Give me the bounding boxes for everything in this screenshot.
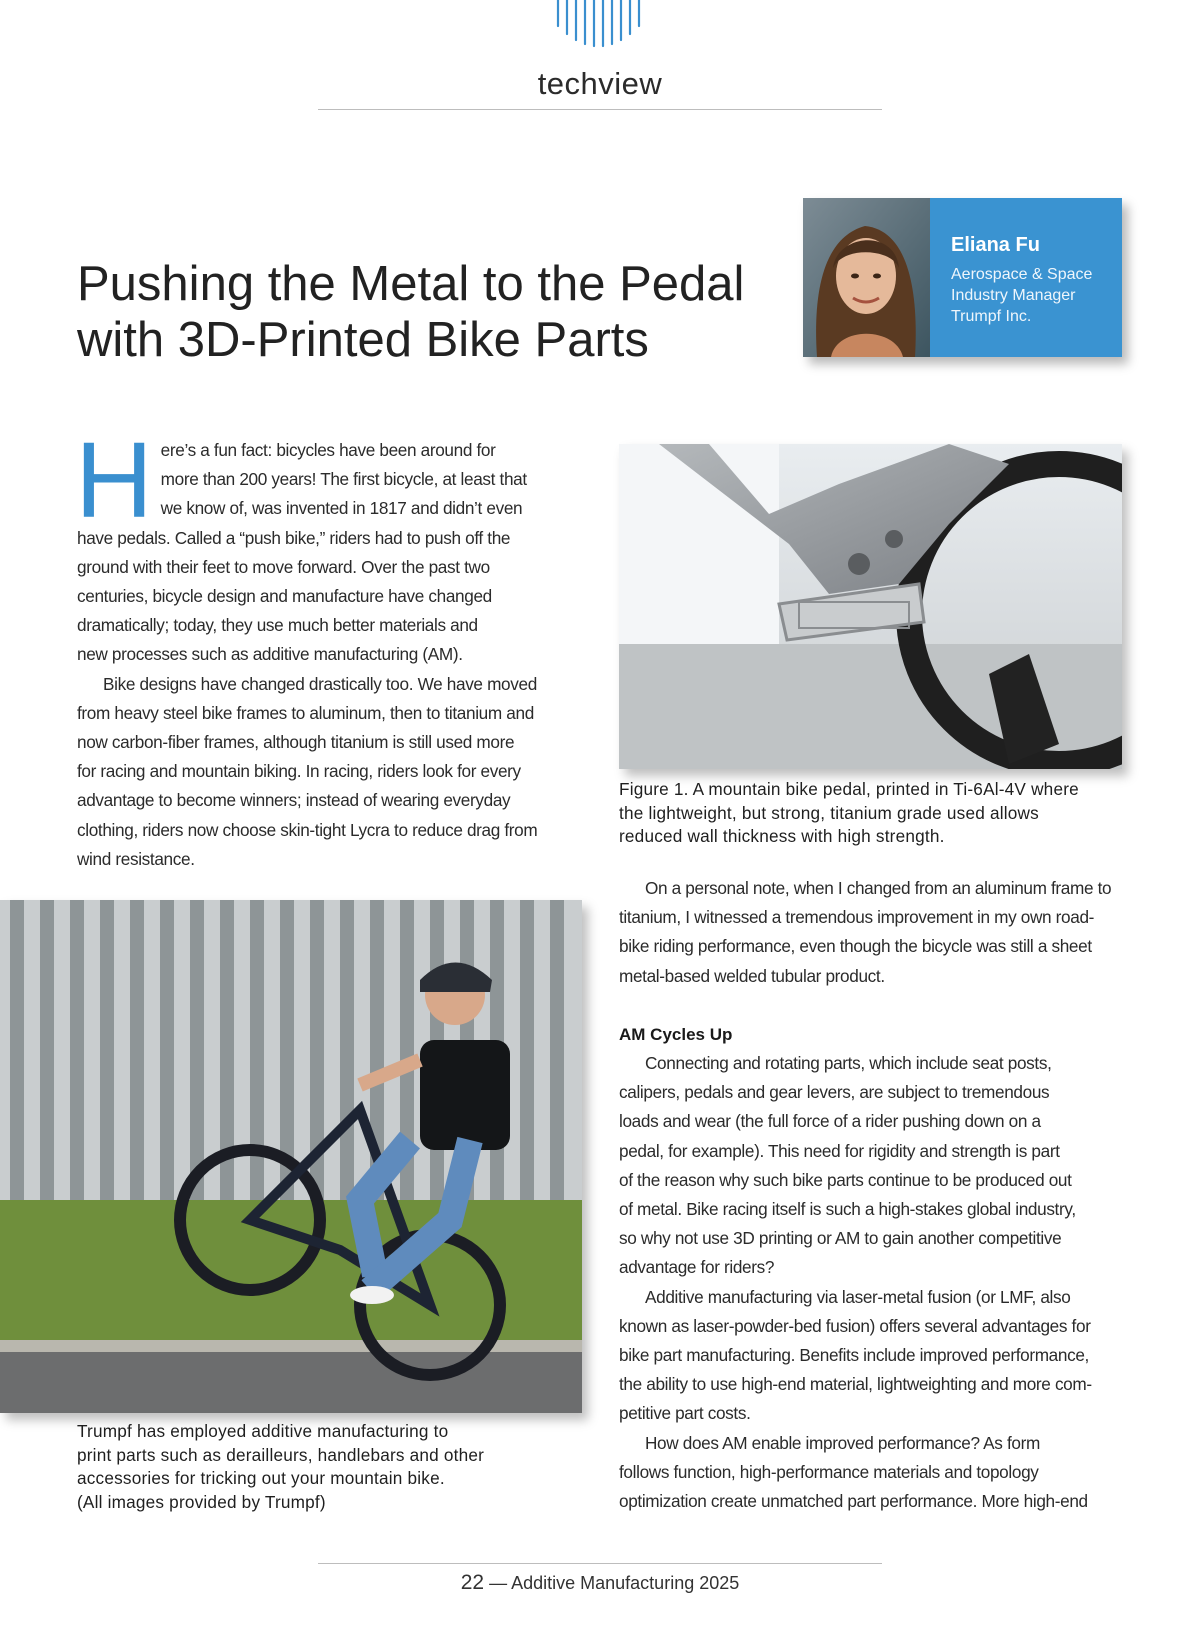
caption-line: Trumpf has employed additive manufacturing to <box>77 1421 449 1441</box>
author-role <box>951 264 1119 327</box>
text-line: bike riding performance, even though the bicycle was still a sheet <box>619 936 1092 957</box>
text-line: new processes such as additive manufacturing (AM). <box>77 644 463 665</box>
author-role-line: Aerospace & Space <box>951 266 1093 283</box>
section-label: techview <box>537 66 663 101</box>
text-line: dramatically; today, they use much better materials and <box>77 615 478 636</box>
paragraph-bike-designs <box>77 670 577 874</box>
text-line: bike part manufacturing. Benefits include improved performance, <box>619 1345 1089 1366</box>
text-line: advantage for riders? <box>619 1257 775 1278</box>
text-line: titanium, I witnessed a tremendous improvement in my own road- <box>619 907 1095 928</box>
text-line: known as laser-powder-bed fusion) offers several advantages for <box>619 1315 1091 1336</box>
caption-line: the lightweight, but strong, titanium grade used allows <box>619 802 1039 823</box>
paragraph-performance <box>619 1429 1124 1517</box>
text-line: from heavy steel bike frames to aluminum, then to titanium and <box>77 702 534 723</box>
magazine-logo-lines <box>554 0 644 48</box>
text-line: the ability to use high-end material, lightweighting and more com- <box>619 1374 1092 1395</box>
text-line: more than 200 years! The first bicycle, at least that <box>160 469 527 490</box>
header-divider <box>318 109 882 110</box>
page-footer <box>0 1571 1200 1595</box>
paragraph-personal-note <box>619 874 1124 991</box>
paragraph-connecting-parts <box>619 1049 1124 1283</box>
text-line: have pedals. Called a “push bike,” riders had to push off the <box>77 527 511 548</box>
caption-line: (All images provided by Trumpf) <box>77 1491 326 1512</box>
publication-name: Additive Manufacturing 2025 <box>511 1573 740 1593</box>
text-line: metal-based welded tubular product. <box>619 965 885 986</box>
author-photo <box>803 198 930 357</box>
text-line: clothing, riders now choose skin-tight Lycra to reduce drag from <box>77 819 538 840</box>
text-line: we know of, was invented in 1817 and didn’t even <box>160 498 523 519</box>
text-line: pedal, for example). This need for rigidity and strength is part <box>619 1140 1060 1161</box>
figure-caption-rider <box>77 1420 577 1514</box>
text-line: petitive part costs. <box>619 1403 751 1424</box>
page-number: 22 <box>460 1571 485 1594</box>
text-line: follows function, high-performance materials and topology <box>619 1461 1039 1482</box>
text-line: Bike designs have changed drastically too. We have moved <box>103 673 537 694</box>
paragraph-gap <box>619 991 1124 1020</box>
drop-cap: H <box>75 419 153 540</box>
text-line: of metal. Bike racing itself is such a high-stakes global industry, <box>619 1199 1076 1220</box>
right-column <box>619 874 1124 1516</box>
footer-divider <box>318 1563 882 1564</box>
article-title <box>77 256 777 368</box>
text-line: advantage to become winners; instead of wearing everyday <box>77 790 511 811</box>
section-subhead: AM Cycles Up <box>619 1024 733 1044</box>
figure-pedal-photo <box>619 444 1122 769</box>
author-name: Eliana Fu <box>951 234 1040 256</box>
text-line: loads and wear (the full force of a rider pushing down on a <box>619 1111 1041 1132</box>
caption-line: print parts such as derailleurs, handlebars and other <box>77 1444 485 1465</box>
text-line: optimization create unmatched part performance. More high-end <box>619 1491 1088 1512</box>
caption-line: reduced wall thickness with high strength. <box>619 826 945 846</box>
text-line: On a personal note, when I changed from an aluminum frame to <box>645 878 1112 898</box>
caption-line: Figure 1. A mountain bike pedal, printed in Ti-6Al-4V where <box>619 779 1079 799</box>
text-line: calipers, pedals and gear levers, are subject to tremendous <box>619 1082 1050 1103</box>
text-line: Additive manufacturing via laser-metal fusion (or LMF, also <box>645 1286 1071 1307</box>
author-company: Trumpf Inc. <box>951 308 1032 325</box>
author-role-line: Industry Manager <box>951 287 1076 304</box>
figure-rider-photo <box>0 900 582 1413</box>
text-line: centuries, bicycle design and manufacture have changed <box>77 586 492 607</box>
text-line: wind resistance. <box>77 848 195 869</box>
text-line: ground with their feet to move forward. Over the past two <box>77 556 490 577</box>
title-line: Pushing the Metal to the Pedal <box>77 257 745 311</box>
text-line: for racing and mountain biking. In racing, riders look for every <box>77 761 521 782</box>
left-column <box>75 419 577 874</box>
title-line: with 3D-Printed Bike Parts <box>77 313 649 367</box>
figure-caption-pedal <box>619 778 1124 849</box>
text-line: so why not use 3D printing or AM to gain another competitive <box>619 1228 1062 1249</box>
author-card <box>803 198 1122 357</box>
paragraph-lmf <box>619 1283 1124 1429</box>
text-line: ere’s a fun fact: bicycles have been around for <box>160 440 496 460</box>
text-line: Connecting and rotating parts, which include seat posts, <box>645 1053 1052 1074</box>
text-line: now carbon-fiber frames, although titanium is still used more <box>77 732 515 753</box>
text-line: How does AM enable improved performance? As form <box>645 1432 1040 1453</box>
footer-separator: — <box>489 1573 508 1593</box>
caption-line: accessories for tricking out your mountain bike. <box>77 1468 445 1488</box>
paragraph-intro <box>75 419 577 670</box>
text-line: of the reason why such bike parts continue to be produced out <box>619 1169 1072 1190</box>
